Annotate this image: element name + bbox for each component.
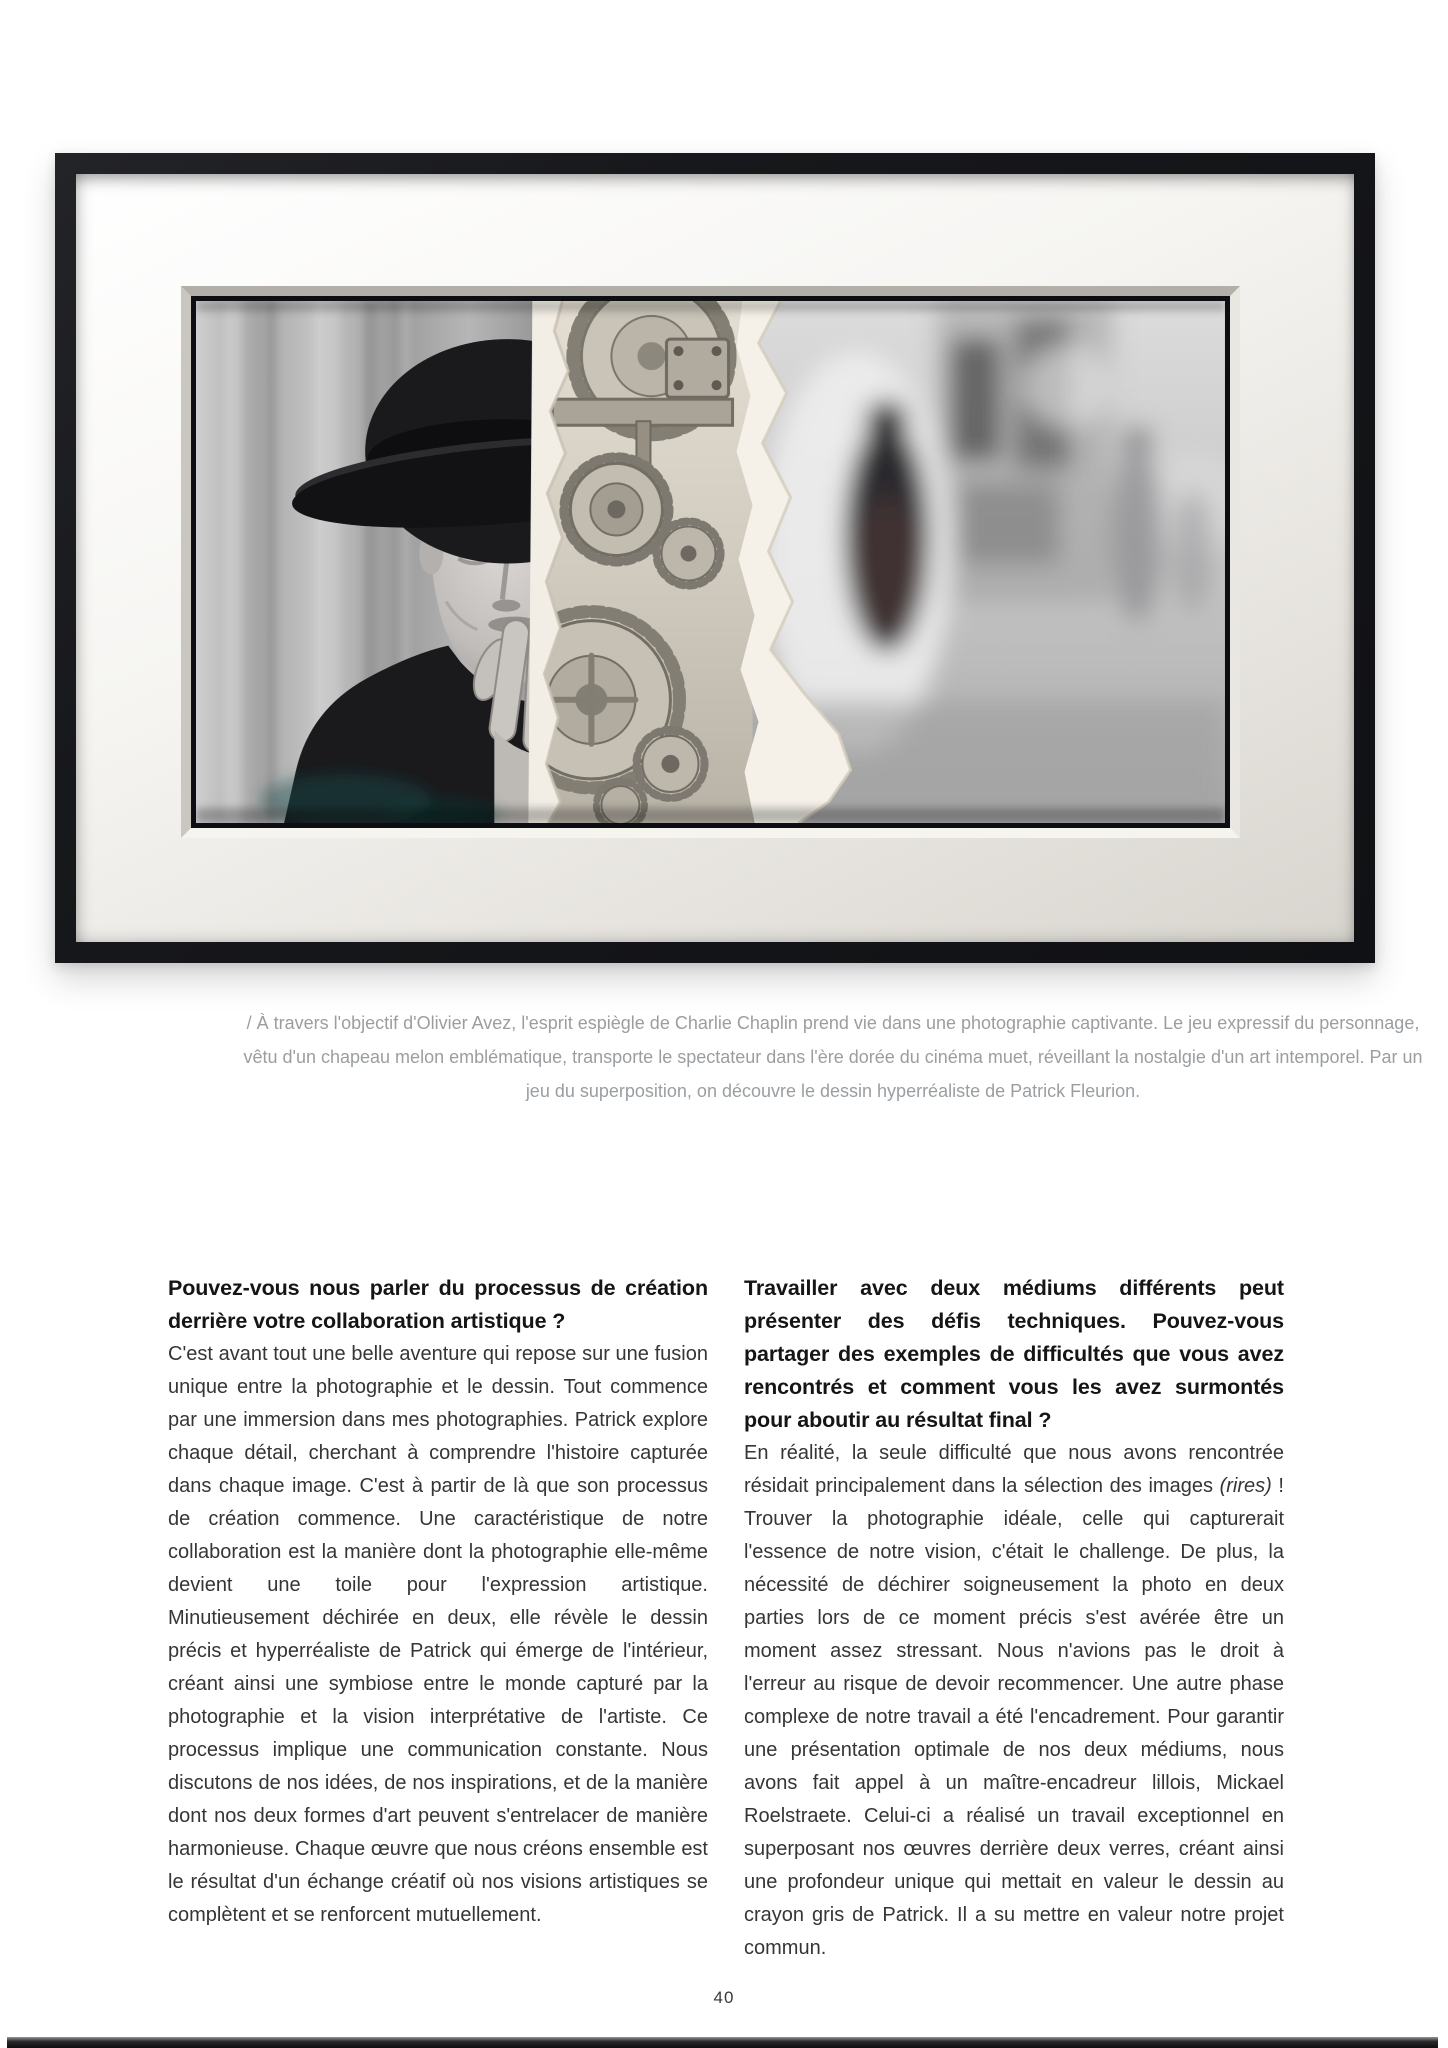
picture-frame bbox=[55, 153, 1375, 963]
answer-aside-laughs: (rires) bbox=[1219, 1475, 1272, 1497]
page-number: 40 bbox=[713, 1988, 735, 2007]
interview-question-left: Pouvez-vous nous parler du processus de création derrière votre collaboration artistique ? bbox=[168, 1276, 708, 1333]
artwork-caption: / À travers l'objectif d'Olivier Avez, l'esprit espiègle de Charlie Chaplin prend vie dans une photographie captivante. Le jeu expressif du personnage, vêtu d'un chapeau melon emblématique, transporte le spectateur dans l'ère dorée du cinéma muet, réveillant la nostalgie d'un art intemporel. Par un jeu du superposition, on découvre le dessin hyperréaliste de Patrick Fleurion. bbox=[243, 1013, 1423, 1101]
photo-well bbox=[191, 296, 1230, 828]
artwork-photo bbox=[196, 301, 1225, 823]
page-bottom-edge bbox=[7, 2037, 1438, 2048]
interview-column-right bbox=[744, 1272, 1284, 1965]
interview-answer-right bbox=[744, 1437, 1284, 1965]
interview-column-left bbox=[168, 1272, 708, 1965]
mat-opening-bevel bbox=[181, 286, 1240, 838]
interview-columns bbox=[168, 1272, 1284, 1965]
interview-question-right: Travailler avec deux médiums différents peut présenter des défis techniques. Pouvez-vous partager des exemples de difficultés que vous avez rencontrés et comment vous les avez surmontés pour aboutir au résultat final ? bbox=[744, 1276, 1284, 1432]
answer-intro: En réalité, la seule difficulté que nous avons rencontrée résidait principalement dans la sélection des images bbox=[744, 1442, 1284, 1497]
mat-board bbox=[76, 174, 1354, 942]
interview-answer-left: C'est avant tout une belle aventure qui repose sur une fusion unique entre la photographie et le dessin. Tout commence par une immersion dans mes photographies. Patrick explore chaque détail, cherchant à comprendre l'histoire capturée dans chaque image. C'est à partir de là que son processus de création commence. Une caractéristique de notre collaboration est la manière dont la photographie elle-même devient une toile pour l'expression artistique. Minutieusement déchirée en deux, elle révèle le dessin précis et hyperréaliste de Patrick qui émerge de l'intérieur, créant ainsi une symbiose entre le monde capturé par la photographie et la vision interprétative de l'artiste. Ce processus implique une communication constante. Nous discutons de nos idées, de nos inspirations, et de la manière dont nos deux formes d'art peuvent s'entrelacer de manière harmonieuse. Chaque œuvre que nous créons ensemble est le résultat d'un échange créatif où nos visions artistiques se complètent et se renforcent mutuellement. bbox=[168, 1343, 708, 1926]
answer-rest: ! Trouver la photographie idéale, celle qui capturerait l'essence de notre vision, c'était le challenge. De plus, la nécessité de déchirer soigneusement la photo en deux parties lors de ce moment précis s'est avérée être un moment assez stressant. Nous n'avions pas le droit à l'erreur au risque de devoir recommencer. Une autre phase complexe de notre travail a été l'encadrement. Pour garantir une présentation optimale de nos deux médiums, nous avons fait appel à un maître-encadreur lillois, Mickael Roelstraete. Celui-ci a réalisé un travail exceptionnel en superposant nos œuvres derrière deux verres, créant ainsi une profondeur unique qui mettait en valeur le dessin au crayon gris de Patrick. Il a su mettre en valeur notre projet commun. bbox=[744, 1475, 1284, 1959]
